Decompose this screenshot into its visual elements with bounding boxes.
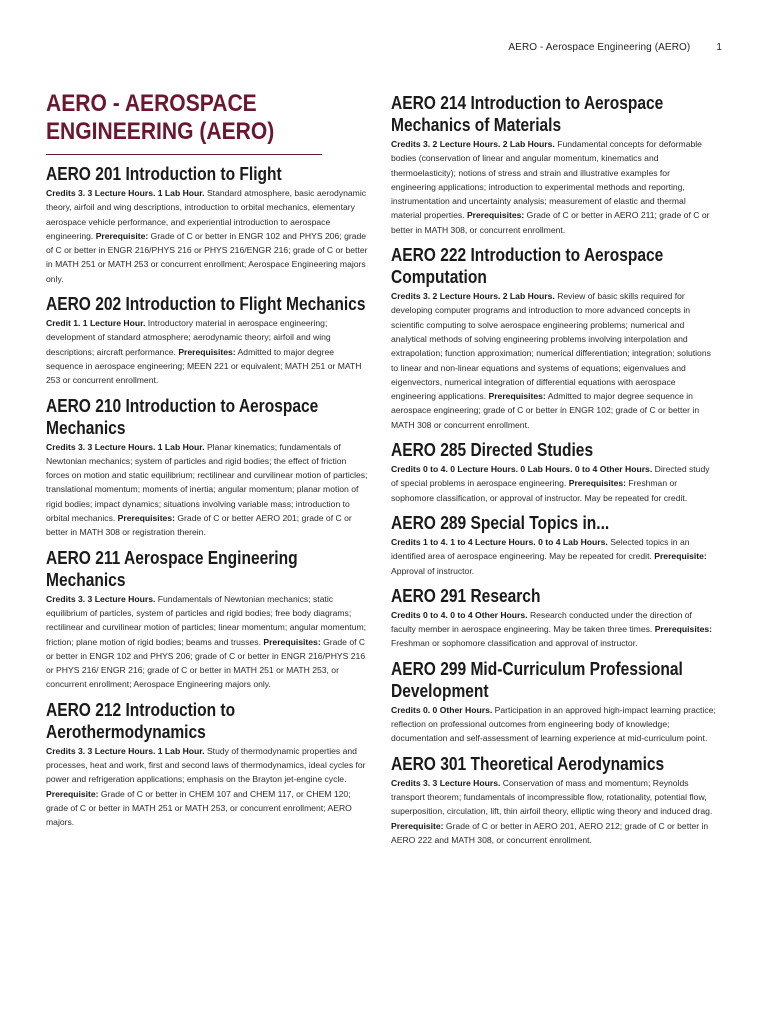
course-credits: Credits 3. 2 Lecture Hours. 2 Lab Hours. (391, 291, 555, 302)
page-number: 1 (716, 42, 722, 53)
prerequisite-text: Grade of C or better in AERO 201, AERO 212; grade of C or better in AERO 222 and MATH 308, or concurrent enrollment. (391, 820, 709, 845)
course-summary: Selected topics in an identified area of aerospace engineering. May be repeated for credit. (391, 536, 690, 562)
prerequisite-text: Approval of instructor. (391, 565, 475, 576)
course-summary: Participation in an approved high-impact learning practice; reflection on professional outcomes from engineering body of knowledge; documentation and self-assessment of learning experience at mid-curriculum point. (391, 704, 716, 744)
course-title: AERO 299 Mid-Curriculum Professional Development (391, 657, 683, 701)
prerequisite-label: Prerequisites: (466, 210, 525, 221)
course-description (391, 137, 717, 237)
course-entry (46, 699, 368, 830)
course-credits: Credits 3. 3 Lecture Hours. 1 Lab Hour. (46, 188, 205, 198)
running-title: AERO - Aerospace Engineering (AERO) (508, 42, 691, 53)
prerequisite-text: Admitted to major degree sequence in aerospace engineering; MEEN 221 or equivalent; MATH 251 or MATH 253 or concurrent enrollment. (46, 346, 362, 386)
course-summary: Introductory material in aerospace engineering; development of standard atmosphere; aerodynamic theory; airfoil and wing descriptions; aircraft performance. (46, 318, 331, 357)
course-credits: Credits 3. 3 Lecture Hours. 1 Lab Hour. (46, 441, 205, 452)
course-description (46, 744, 368, 830)
course-description (391, 776, 717, 847)
prerequisite-label: Prerequisites: (117, 513, 175, 524)
prerequisite-label: Prerequisite: (95, 230, 149, 241)
course-title: AERO 211 Aerospace Engineering Mechanics (46, 546, 298, 590)
course-credits: Credits 3. 2 Lecture Hours. 2 Lab Hours. (391, 139, 555, 149)
right-course-list (391, 92, 717, 847)
course-title: AERO 222 Introduction to Aerospace Computation (391, 244, 664, 288)
course-description (46, 316, 368, 387)
course-entry (46, 395, 368, 540)
prerequisite-text: Grade of C or better AERO 201; grade of C or better in MATH 308 or registration therein. (46, 513, 352, 538)
course-credits: Credits 3. 3 Lecture Hours. (391, 777, 501, 788)
course-description (46, 186, 368, 286)
course-credits: Credits 0 to 4. 0 to 4 Other Hours. (391, 609, 528, 620)
course-credits: Credits 1 to 4. 1 to 4 Lecture Hours. 0 to 4 Lab Hours. (391, 536, 608, 547)
prerequisite-label: Prerequisites: (654, 624, 713, 635)
prerequisite-label: Prerequisite: (654, 551, 707, 562)
course-credits: Credits 0. 0 Other Hours. (391, 704, 493, 715)
course-description (46, 592, 368, 692)
course-entry (391, 753, 717, 847)
course-description (46, 440, 368, 540)
course-entry (391, 585, 717, 651)
course-title: AERO 289 Special Topics in... (391, 511, 610, 533)
course-title: AERO 285 Directed Studies (391, 439, 594, 461)
prerequisite-text: Grade of C or better in AERO 211; grade of C or better in MATH 308, or concurrent enrollment. (391, 210, 710, 235)
right-column (391, 92, 717, 854)
course-description (391, 535, 717, 578)
course-summary: Research conducted under the direction of faculty member in aerospace engineering. May be taken three times. (391, 609, 692, 635)
course-description (391, 289, 717, 432)
course-summary: Review of basic skills required for developing computer programs and introduction to more advanced concepts in scientific computing to solve aerospace engineering problems; numerical and analytical methods of solving engineering problems involving interpolation and extrapolation; function approximation; numerical differentiation; integration; solutions to linear and non-linear equations and systems of equations; eigenvalues and eigenvectors, numerical integration of differential equations with aerospace engineering applications. (391, 291, 711, 402)
prerequisite-label: Prerequisites: (568, 478, 627, 489)
prerequisite-label: Prerequisites: (488, 391, 546, 402)
course-entry (391, 244, 717, 432)
prerequisite-text: Grade of C or better in CHEM 107 and CHEM 117, or CHEM 120; grade of C or better in MATH 251 or MATH 253, or concurrent enrollment; AERO majors. (46, 788, 352, 828)
prerequisite-label: Prerequisites: (178, 346, 236, 357)
course-title: AERO 301 Theoretical Aerodynamics (391, 752, 665, 774)
course-entry (46, 293, 368, 387)
course-summary: Fundamental concepts for deformable bodies (conservation of linear and angular momentum, kinematics and thermoelasticity); notions of stress and strain and illustrative examples for engineering applications; introduction to experimental methods and reporting, instrumentation and uncertainty analysis; measurement of elastic and thermal material properties. (391, 139, 702, 221)
course-entry (391, 439, 717, 505)
prerequisite-text: Freshman or sophomore classification and approval of instructor. (391, 638, 638, 649)
course-summary: Directed study of special problems in aerospace engineering. (391, 464, 710, 489)
course-title: AERO 210 Introduction to Aerospace Mechanics (46, 394, 319, 438)
course-entry (391, 658, 717, 746)
course-description (391, 703, 717, 746)
course-entry (46, 163, 368, 286)
course-title: AERO 202 Introduction to Flight Mechanics (46, 293, 366, 315)
prerequisite-text: Grade of C or better in ENGR 102 and PHYS 206; grade of C or better in ENGR 216/PHYS 216 or PHYS 216/ ENGR 216; grade of C or better in MATH 251 or MATH 253, or concurrent enrollment; Aerospace Engineering majors only. (46, 636, 366, 690)
course-credits: Credits 0 to 4. 0 Lecture Hours. 0 Lab Hours. 0 to 4 Other Hours. (391, 464, 653, 475)
prerequisite-text: Admitted to major degree sequence in aerospace engineering; grade of C or better in ENGR 102; grade of C or better in MATH 308 or concurrent enrollment. (391, 391, 700, 430)
course-summary: Standard atmosphere, basic aerodynamic theory, airfoil and wing descriptions, introduction to orbital mechanics, elementary aerospace vehicle performance, and experiential introduction to aerospace engineering. (46, 188, 367, 241)
course-credits: Credit 1. 1 Lecture Hour. (46, 318, 146, 329)
course-title: AERO 201 Introduction to Flight (46, 163, 282, 184)
prerequisite-label: Prerequisites: (263, 636, 321, 647)
left-column (46, 90, 368, 837)
prerequisite-text: Freshman or sophomore classification, or approval of instructor. May be repeated for credit. (391, 478, 688, 503)
course-summary: Study of thermodynamic properties and processes, heat and work, first and second laws of thermodynamics, ideal cycles for power and refrigeration applications; emphasis on the Brayton jet-engine cycle. (46, 745, 366, 785)
department-title: AERO - AEROSPACE ENGINEERING (AERO) (46, 90, 275, 145)
prerequisite-text: Grade of C or better in ENGR 102 and PHYS 206; grade of C or better in ENGR 216/PHYS 216 or PHYS 216/ENGR 216; grade of C or better in MATH 251 or MATH 253 or concurrent enrollment; Aerospace Engineering majors only. (46, 230, 368, 284)
course-summary: Fundamentals of Newtonian mechanics; static equilibrium of particles, system of particles and rigid bodies; free body diagrams; rectilinear and curvilinear motion of particles; linear momentum; angular momentum; friction; plane motion of rigid bodies; beams and trusses. (46, 593, 367, 647)
running-header (508, 42, 722, 53)
course-summary: Conservation of mass and momentum; Reynolds transport theorem; fundamentals of incompressible flow, rotationality, potential flow, superposition, circulation, lift, thin airfoil theory, elliptic wing theory and induced drag. (391, 777, 713, 817)
course-title: AERO 291 Research (391, 584, 541, 606)
course-credits: Credits 3. 3 Lecture Hours. 1 Lab Hour. (46, 745, 205, 756)
course-summary: Planar kinematics; fundamentals of Newtonian mechanics; system of particles and rigid bodies; the effect of friction forces on motion and static equilibrium; rectilinear and curvilinear motion of particles; translational momentum; moments of inertia; angular momentum; planar motion of rigid bodies; impact dynamics; situations involving variable mass; introduction to orbital mechanics. (46, 441, 368, 524)
prerequisite-label: Prerequisite: (46, 788, 99, 799)
prerequisite-label: Prerequisite: (391, 820, 444, 831)
left-course-list (46, 163, 368, 830)
course-description (391, 462, 717, 505)
course-credits: Credits 3. 3 Lecture Hours. (46, 593, 156, 604)
course-entry (391, 512, 717, 578)
course-description (391, 608, 717, 651)
course-entry (46, 547, 368, 692)
course-title: AERO 212 Introduction to Aerothermodynamics (46, 698, 236, 742)
title-divider (46, 154, 322, 155)
course-entry (391, 92, 717, 237)
course-title: AERO 214 Introduction to Aerospace Mechanics of Materials (391, 92, 664, 135)
